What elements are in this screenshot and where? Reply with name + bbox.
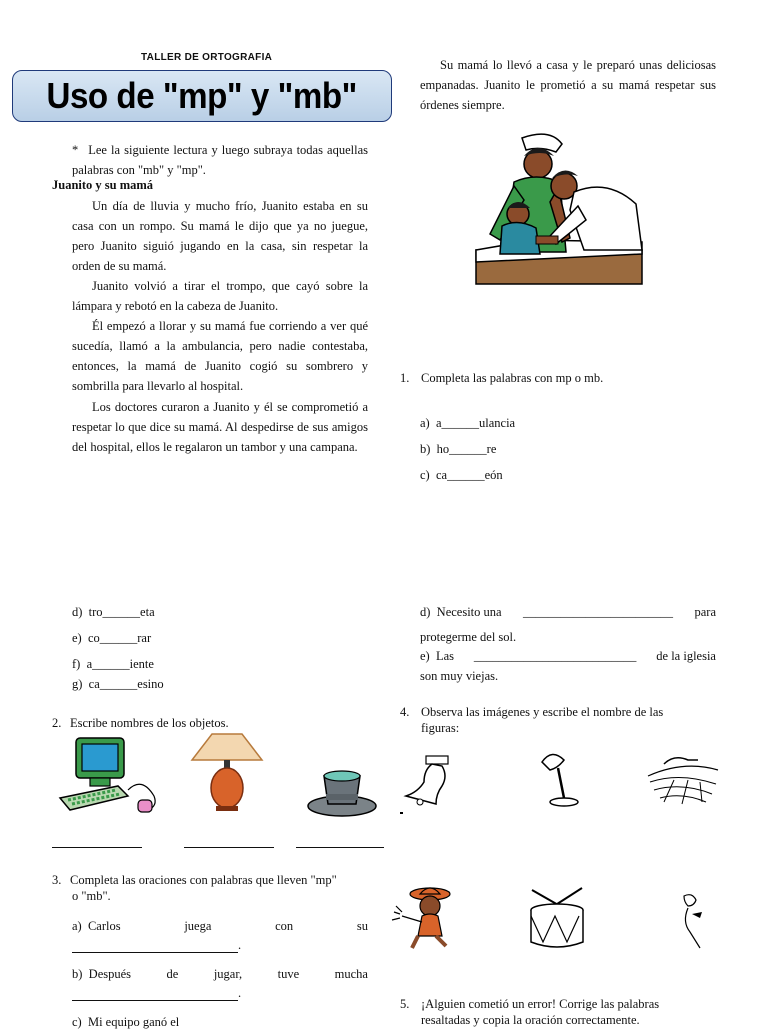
story-paragraph-1: Un día de lluvia y mucho frío, Juanito estaba en su casa con un rompo. Su mamá le dijo que ya no juegue, pero Juanito siguió jugando en la casa, sin respetar la orden de su mamá. xyxy=(72,199,368,273)
exercise-4-prompt: 4. Observa las imágenes y escribe el nombre de las figuras: xyxy=(400,705,664,735)
hospital-scene-illustration xyxy=(474,130,644,286)
figure-sketch-illustration xyxy=(670,890,710,952)
exercise-3-item-d: d) Necesito una ________________________ para protegerme del sol. xyxy=(420,605,716,644)
exercise-1-prompt: 1. Completa las palabras con mp o mb. xyxy=(400,371,604,385)
worksheet-kicker: TALLER DE ORTOGRAFIA xyxy=(141,52,273,63)
exercise-2-answer-line[interactable] xyxy=(184,846,274,848)
exercise-5-prompt: 5. ¡Alguien cometió un error! Corrige las palabras resaltadas y copia la oración correctamente. xyxy=(400,997,660,1027)
exercise-1-item-g: g) ca______esino xyxy=(72,677,164,691)
story-paragraph-4: Los doctores curaron a Juanito y él se comprometió a respetar lo que dice su mamá. Al despedirse de sus amigos del hospital, ellos le regalaron un tambor y una campana. xyxy=(72,400,368,454)
story-paragraph-2: Juanito volvió a tirar el trompo, que cayó sobre la lámpara y rebotó en la cabeza de Juanito. xyxy=(72,279,368,313)
stray-mark xyxy=(400,812,403,814)
story-paragraph-5: Su mamá lo llevó a casa y le preparó unas deliciosas empanadas. Juanito le prometió a su mamá respetar sus órdenes siempre. xyxy=(420,58,716,112)
story-title: Juanito y su mamá xyxy=(52,178,154,192)
drum-illustration xyxy=(526,886,588,952)
exercise-1-item-e: e) co______rar xyxy=(72,631,152,645)
exercise-1-item-b: b) ho______re xyxy=(420,442,497,456)
bullet-star: * xyxy=(72,143,79,157)
exercise-1-item-d: d) tro______eta xyxy=(72,605,155,619)
exercise-2-answer-line[interactable] xyxy=(52,846,142,848)
exercise-2-answer-line[interactable] xyxy=(296,846,384,848)
story-paragraph-3: Él empezó a llorar y su mamá fue corriendo a ver qué sucedía, llamó a la ambulancia, pero nadie contestaba, entonces, la mamá de Juanito cogió su sombrero y sombrilla para llevarlo al hospital. xyxy=(72,319,368,393)
exercise-1-item-a: a) a______ulancia xyxy=(420,416,516,430)
exercise-1-item-c: c) ca______eón xyxy=(420,468,503,482)
exercise-3-item-e: e) Las __________________________ de la iglesia son muy viejas. xyxy=(420,649,716,683)
intro-instruction: * Lee la siguiente lectura y luego subraya todas aquellas palabras con "mb" y "mp". xyxy=(72,143,368,177)
exercise-3-prompt: 3. Completa las oraciones con palabras que lleven "mp" o "mb". xyxy=(52,873,337,903)
exercise-3-item-c: c) Mi equipo ganó el xyxy=(72,1015,180,1029)
title-banner xyxy=(12,70,392,122)
page-title: Uso de "mp" y "mb" xyxy=(46,75,358,116)
field-sketch-illustration xyxy=(644,750,720,806)
cowboy-boy-illustration xyxy=(386,882,456,952)
exercise-2-prompt: 2. Escribe nombres de los objetos. xyxy=(52,716,229,730)
top-hat-illustration xyxy=(306,768,378,820)
bell-illustration xyxy=(402,752,454,808)
exercise-3-item-a: a) Carlos juega con su . xyxy=(72,919,368,952)
computer-illustration xyxy=(54,734,166,818)
exercise-3-answer-line[interactable] xyxy=(72,999,238,1001)
desk-lamp-illustration xyxy=(536,748,580,808)
table-lamp-illustration xyxy=(188,730,266,812)
exercise-3-item-b: b) Después de jugar, tuve mucha . xyxy=(72,967,368,1000)
exercise-3-answer-line[interactable] xyxy=(72,951,238,953)
exercise-1-item-f: f) a______iente xyxy=(72,657,154,671)
